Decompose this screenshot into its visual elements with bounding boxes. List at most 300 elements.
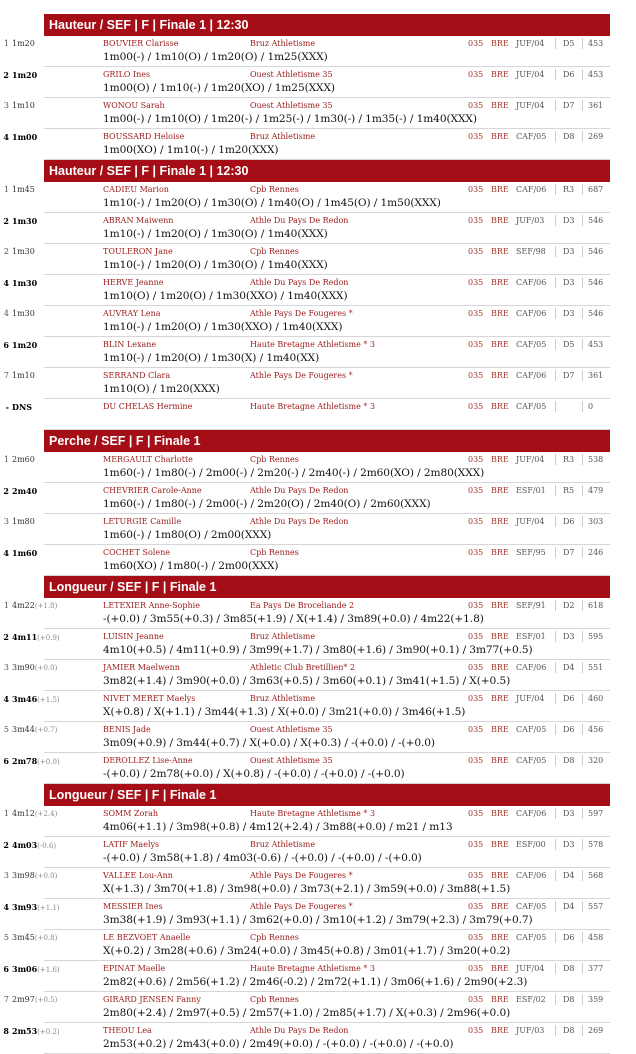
category: CAF/05 bbox=[516, 340, 547, 349]
department: 035 bbox=[468, 309, 484, 318]
region: BRE bbox=[491, 902, 509, 911]
athlete-name: LATIF Maelys bbox=[103, 840, 160, 849]
rank: 2 bbox=[3, 632, 9, 642]
rank-cell bbox=[0, 756, 60, 766]
result-row bbox=[3, 129, 610, 160]
performance: 1m20 bbox=[12, 39, 35, 48]
result-row bbox=[3, 722, 610, 753]
department: 035 bbox=[468, 371, 484, 380]
points: 361 bbox=[588, 101, 604, 110]
column-divider bbox=[555, 693, 556, 704]
club-name: Ouest Athletisme 35 bbox=[250, 101, 333, 110]
result-row bbox=[3, 368, 610, 399]
column-divider bbox=[582, 215, 583, 226]
result-row bbox=[3, 275, 610, 306]
category: JUF/04 bbox=[516, 101, 545, 110]
region: BRE bbox=[491, 517, 509, 526]
rank: - bbox=[5, 402, 9, 412]
performance: 3m44 bbox=[12, 725, 35, 734]
athlete-name: GIRARD JENSEN Fanny bbox=[103, 995, 201, 1004]
department: 035 bbox=[468, 402, 484, 411]
event-section-hauteur-2 bbox=[3, 160, 610, 430]
rank: 4 bbox=[3, 902, 9, 912]
performance: 1m30 bbox=[12, 247, 35, 256]
rank-cell bbox=[0, 278, 48, 288]
club-name: Athle Du Pays De Redon bbox=[250, 1026, 349, 1035]
column-divider bbox=[555, 401, 556, 412]
wind: (-0.6) bbox=[37, 842, 57, 850]
attempts-series: 1m60(-) / 1m80(O) / 2m00(XXX) bbox=[103, 529, 272, 541]
performance: 1m10 bbox=[12, 101, 35, 110]
column-divider bbox=[555, 755, 556, 766]
rank: 3 bbox=[3, 663, 9, 672]
points: 453 bbox=[588, 39, 604, 48]
region: BRE bbox=[491, 39, 509, 48]
rank: 6 bbox=[3, 756, 9, 766]
attempts-series: 3m09(+0.9) / 3m44(+0.7) / X(+0.0) / X(+0.3) / -(+0.0) / -(+0.0) bbox=[103, 737, 435, 749]
category: CAF/05 bbox=[516, 756, 547, 765]
performance: 4m22 bbox=[12, 601, 35, 610]
result-row bbox=[3, 483, 610, 514]
athlete-name: SOMM Zorah bbox=[103, 809, 159, 818]
category: CAF/06 bbox=[516, 278, 547, 287]
department: 035 bbox=[468, 132, 484, 141]
attempts-series: 1m10(-) / 1m20(O) / 1m30(O) / 1m40(XXX) bbox=[103, 228, 328, 240]
event-header: Hauteur / SEF | F | Finale 1 | 12:30 bbox=[44, 14, 610, 36]
column-divider bbox=[582, 870, 583, 881]
level: D6 bbox=[563, 517, 575, 526]
column-divider bbox=[582, 839, 583, 850]
rank: 2 bbox=[3, 840, 9, 850]
rank: 2 bbox=[3, 70, 9, 80]
column-divider bbox=[555, 547, 556, 558]
region: BRE bbox=[491, 340, 509, 349]
column-divider bbox=[582, 547, 583, 558]
attempts-series: 2m80(+2.4) / 2m97(+0.5) / 2m57(+1.0) / 2m85(+1.7) / X(+0.3) / 2m96(+0.0) bbox=[103, 1007, 511, 1019]
attempts-series: 1m00(-) / 1m10(O) / 1m20(O) / 1m25(XXX) bbox=[103, 51, 328, 63]
column-divider bbox=[555, 246, 556, 257]
level: D5 bbox=[563, 39, 575, 48]
points: 361 bbox=[588, 371, 604, 380]
result-row bbox=[3, 36, 610, 67]
column-divider bbox=[555, 870, 556, 881]
result-row bbox=[3, 306, 610, 337]
event-section-longueur-1 bbox=[3, 576, 610, 784]
attempts-series: 1m10(-) / 1m20(O) / 1m30(XXO) / 1m40(XXX) bbox=[103, 321, 343, 333]
column-divider bbox=[555, 1025, 556, 1036]
department: 035 bbox=[468, 663, 484, 672]
category: SEF/91 bbox=[516, 601, 546, 610]
club-name: Athle Du Pays De Redon bbox=[250, 278, 349, 287]
column-divider bbox=[582, 932, 583, 943]
club-name: Bruz Athletisme bbox=[250, 840, 316, 849]
region: BRE bbox=[491, 216, 509, 225]
rank-cell bbox=[0, 632, 60, 642]
attempts-series: X(+0.8) / X(+1.1) / 3m44(+1.3) / X(+0.0) / 3m21(+0.0) / 3m46(+1.5) bbox=[103, 706, 466, 718]
club-name: Bruz Athletisme bbox=[250, 132, 316, 141]
level: D2 bbox=[563, 601, 575, 610]
level: D8 bbox=[563, 1026, 575, 1035]
points: 458 bbox=[588, 933, 604, 942]
attempts-series: 1m10(-) / 1m20(O) / 1m30(O) / 1m40(XXX) bbox=[103, 259, 328, 271]
points: 246 bbox=[588, 548, 604, 557]
performance: 1m20 bbox=[12, 70, 38, 80]
region: BRE bbox=[491, 548, 509, 557]
points: 456 bbox=[588, 725, 604, 734]
rank: 4 bbox=[3, 132, 9, 142]
attempts-series: 1m00(-) / 1m10(O) / 1m20(-) / 1m25(-) / 1m30(-) / 1m35(-) / 1m40(XXX) bbox=[103, 113, 477, 125]
performance: 4m11 bbox=[12, 632, 38, 642]
performance: 1m45 bbox=[12, 185, 35, 194]
column-divider bbox=[555, 724, 556, 735]
points: 618 bbox=[588, 601, 604, 610]
column-divider bbox=[555, 184, 556, 195]
performance: 1m30 bbox=[12, 278, 38, 288]
rank: 1 bbox=[3, 809, 9, 818]
wind: (+0.2) bbox=[37, 1028, 60, 1036]
points: 453 bbox=[588, 340, 604, 349]
category: ESF/01 bbox=[516, 632, 546, 641]
rank-cell bbox=[0, 964, 60, 974]
club-name: Cpb Rennes bbox=[250, 933, 299, 942]
athlete-name: BLIN Lexane bbox=[103, 340, 157, 349]
department: 035 bbox=[468, 247, 484, 256]
department: 035 bbox=[468, 278, 484, 287]
attempts-series: 4m06(+1.1) / 3m98(+0.8) / 4m12(+2.4) / 3m88(+0.0) / m21 / m13 bbox=[103, 821, 453, 833]
rank-cell bbox=[0, 933, 58, 942]
column-divider bbox=[555, 631, 556, 642]
points: 377 bbox=[588, 964, 604, 973]
category: CAF/06 bbox=[516, 185, 547, 194]
column-divider bbox=[555, 963, 556, 974]
column-divider bbox=[555, 215, 556, 226]
category: SEF/98 bbox=[516, 247, 546, 256]
rank: 3 bbox=[3, 101, 9, 110]
top-margin bbox=[0, 0, 636, 14]
column-divider bbox=[582, 994, 583, 1005]
department: 035 bbox=[468, 1026, 484, 1035]
result-row bbox=[3, 806, 610, 837]
result-row bbox=[3, 691, 610, 722]
department: 035 bbox=[468, 756, 484, 765]
column-divider bbox=[555, 839, 556, 850]
performance: 1m30 bbox=[12, 216, 38, 226]
column-divider bbox=[555, 600, 556, 611]
column-divider bbox=[555, 662, 556, 673]
category: CAF/05 bbox=[516, 902, 547, 911]
level: D4 bbox=[563, 663, 575, 672]
category: JUF/04 bbox=[516, 694, 545, 703]
column-divider bbox=[582, 808, 583, 819]
category: CAF/06 bbox=[516, 809, 547, 818]
attempts-series: 1m60(-) / 1m80(-) / 2m00(-) / 2m20(O) / 2m40(O) / 2m60(XXX) bbox=[103, 498, 431, 510]
club-name: Cpb Rennes bbox=[250, 995, 299, 1004]
region: BRE bbox=[491, 101, 509, 110]
athlete-name: LETURGIE Camille bbox=[103, 517, 182, 526]
result-row bbox=[3, 598, 610, 629]
rank: 2 bbox=[3, 486, 9, 496]
attempts-series: 1m10(O) / 1m20(XXX) bbox=[103, 383, 220, 395]
region: BRE bbox=[491, 371, 509, 380]
points: 578 bbox=[588, 840, 604, 849]
category: ESF/02 bbox=[516, 995, 546, 1004]
category: CAF/05 bbox=[516, 933, 547, 942]
category: CAF/05 bbox=[516, 402, 547, 411]
column-divider bbox=[582, 339, 583, 350]
rank: 2 bbox=[3, 216, 9, 226]
column-divider bbox=[582, 662, 583, 673]
column-divider bbox=[582, 454, 583, 465]
region: BRE bbox=[491, 247, 509, 256]
category: ESF/00 bbox=[516, 840, 546, 849]
department: 035 bbox=[468, 694, 484, 703]
column-divider bbox=[582, 963, 583, 974]
wind: (+0.5) bbox=[34, 996, 58, 1004]
performance: 1m10 bbox=[12, 371, 35, 380]
rank-cell bbox=[0, 601, 58, 610]
points: 0 bbox=[588, 402, 594, 411]
category: CAF/06 bbox=[516, 663, 547, 672]
performance: 2m53 bbox=[12, 1026, 38, 1036]
category: JUF/03 bbox=[516, 216, 545, 225]
club-name: Bruz Athletisme bbox=[250, 694, 316, 703]
department: 035 bbox=[468, 517, 484, 526]
level: R3 bbox=[563, 185, 575, 194]
club-name: Bruz Athletisme bbox=[250, 39, 316, 48]
points: 551 bbox=[588, 663, 604, 672]
points: 269 bbox=[588, 1026, 604, 1035]
result-row bbox=[3, 868, 610, 899]
department: 035 bbox=[468, 840, 484, 849]
column-divider bbox=[582, 1025, 583, 1036]
rank-cell bbox=[0, 185, 48, 194]
club-name: Cpb Rennes bbox=[250, 455, 299, 464]
attempts-series: 1m00(O) / 1m10(-) / 1m20(XO) / 1m25(XXX) bbox=[103, 82, 335, 94]
result-row bbox=[3, 629, 610, 660]
rank-cell bbox=[0, 486, 48, 496]
athlete-name: SERRAND Clara bbox=[103, 371, 171, 380]
attempts-series: -(+0.0) / 3m55(+0.3) / 3m85(+1.9) / X(+1.4) / 3m89(+0.0) / 4m22(+1.8) bbox=[103, 613, 484, 625]
column-divider bbox=[582, 370, 583, 381]
column-divider bbox=[555, 370, 556, 381]
result-row bbox=[3, 961, 610, 992]
performance: 2m78 bbox=[12, 756, 38, 766]
region: BRE bbox=[491, 278, 509, 287]
result-row bbox=[3, 545, 610, 576]
attempts-series: -(+0.0) / 2m78(+0.0) / X(+0.8) / -(+0.0) / -(+0.0) / -(+0.0) bbox=[103, 768, 405, 780]
level: D7 bbox=[563, 548, 575, 557]
athlete-name: NIVET MERET Maelys bbox=[103, 694, 196, 703]
region: BRE bbox=[491, 309, 509, 318]
performance: 3m90 bbox=[12, 663, 35, 672]
level: R5 bbox=[563, 486, 575, 495]
event-header: Longueur / SEF | F | Finale 1 bbox=[44, 784, 610, 806]
category: JUF/04 bbox=[516, 455, 545, 464]
department: 035 bbox=[468, 601, 484, 610]
attempts-series: 1m00(XO) / 1m10(-) / 1m20(XXX) bbox=[103, 144, 279, 156]
wind: (+0.0) bbox=[34, 664, 58, 672]
performance: 3m46 bbox=[12, 694, 38, 704]
wind: (+1.5) bbox=[37, 696, 60, 704]
department: 035 bbox=[468, 964, 484, 973]
region: BRE bbox=[491, 871, 509, 880]
athlete-name: THEOU Lea bbox=[103, 1026, 152, 1035]
column-divider bbox=[555, 808, 556, 819]
club-name: Athle Pays De Fougeres * bbox=[250, 309, 353, 318]
athlete-name: EPINAT Maelle bbox=[103, 964, 166, 973]
rank-cell bbox=[0, 725, 58, 734]
results-sections bbox=[0, 14, 636, 1054]
rank: 4 bbox=[3, 309, 9, 318]
rank-cell bbox=[0, 247, 48, 256]
level: D3 bbox=[563, 216, 575, 225]
department: 035 bbox=[468, 216, 484, 225]
department: 035 bbox=[468, 455, 484, 464]
attempts-series: 3m82(+1.4) / 3m90(+0.0) / 3m63(+0.5) / 3m60(+0.1) / 3m41(+1.5) / X(+0.5) bbox=[103, 675, 511, 687]
column-divider bbox=[555, 339, 556, 350]
club-name: Bruz Athletisme bbox=[250, 632, 316, 641]
level: D6 bbox=[563, 725, 575, 734]
department: 035 bbox=[468, 548, 484, 557]
rank-cell bbox=[0, 371, 48, 380]
wind: (+2.4) bbox=[34, 810, 58, 818]
points: 359 bbox=[588, 995, 604, 1004]
column-divider bbox=[555, 485, 556, 496]
column-divider bbox=[555, 277, 556, 288]
rank-cell bbox=[0, 216, 48, 226]
club-name: Ouest Athletisme 35 bbox=[250, 756, 333, 765]
club-name: Ea Pays De Broceliande 2 bbox=[250, 601, 355, 610]
department: 035 bbox=[468, 725, 484, 734]
level: D4 bbox=[563, 871, 575, 880]
attempts-series: X(+0.2) / 3m28(+0.6) / 3m24(+0.0) / 3m45(+0.8) / 3m01(+1.7) / 3m20(+0.2) bbox=[103, 945, 511, 957]
wind: (+0.7) bbox=[34, 726, 58, 734]
category: CAF/06 bbox=[516, 871, 547, 880]
result-row bbox=[3, 244, 610, 275]
event-section-hauteur-1 bbox=[3, 14, 610, 160]
athlete-name: CHEVRIER Carole-Anne bbox=[103, 486, 202, 495]
column-divider bbox=[582, 600, 583, 611]
level: D3 bbox=[563, 840, 575, 849]
rank-cell bbox=[0, 309, 48, 318]
region: BRE bbox=[491, 933, 509, 942]
level: D3 bbox=[563, 809, 575, 818]
category: JUF/04 bbox=[516, 964, 545, 973]
points: 460 bbox=[588, 694, 604, 703]
department: 035 bbox=[468, 486, 484, 495]
rank: 1 bbox=[3, 39, 9, 48]
rank-cell bbox=[0, 402, 48, 412]
column-divider bbox=[555, 516, 556, 527]
rank: 7 bbox=[3, 995, 9, 1004]
wind: (+1.1) bbox=[37, 904, 60, 912]
rank: 3 bbox=[3, 517, 9, 526]
region: BRE bbox=[491, 995, 509, 1004]
athlete-name: JAMIER Maelwenn bbox=[103, 663, 180, 672]
club-name: Athletic Club Bretillien* 2 bbox=[250, 663, 355, 672]
level: D7 bbox=[563, 371, 575, 380]
points: 687 bbox=[588, 185, 604, 194]
column-divider bbox=[582, 401, 583, 412]
region: BRE bbox=[491, 132, 509, 141]
athlete-name: VALLEE Lou-Ann bbox=[103, 871, 173, 880]
rank-cell bbox=[0, 101, 48, 110]
rank-cell bbox=[0, 1026, 60, 1036]
rank: 1 bbox=[3, 601, 9, 610]
rank: 1 bbox=[3, 185, 9, 194]
wind: (+1.8) bbox=[34, 602, 58, 610]
event-section-perche bbox=[3, 430, 610, 576]
department: 035 bbox=[468, 632, 484, 641]
result-row bbox=[3, 992, 610, 1023]
rank-cell bbox=[0, 840, 57, 850]
performance: 2m40 bbox=[12, 486, 38, 496]
attempts-series: 2m53(+0.2) / 2m43(+0.0) / 2m49(+0.0) / -(+0.0) / -(+0.0) / -(+0.0) bbox=[103, 1038, 454, 1050]
department: 035 bbox=[468, 101, 484, 110]
athlete-name: LE BEZVOET Anaelle bbox=[103, 933, 191, 942]
attempts-series: X(+1.3) / 3m70(+1.8) / 3m98(+0.0) / 3m73(+2.1) / 3m59(+0.0) / 3m88(+1.5) bbox=[103, 883, 511, 895]
performance: 1m20 bbox=[12, 340, 38, 350]
result-row bbox=[3, 337, 610, 368]
category: JUF/04 bbox=[516, 39, 545, 48]
level: D8 bbox=[563, 995, 575, 1004]
department: 035 bbox=[468, 70, 484, 79]
rank: 5 bbox=[3, 933, 9, 942]
level: D6 bbox=[563, 694, 575, 703]
wind: (+0.9) bbox=[37, 634, 60, 642]
attempts-series: -(+0.0) / 3m58(+1.8) / 4m03(-0.6) / -(+0.0) / -(+0.0) / -(+0.0) bbox=[103, 852, 422, 864]
rank-cell bbox=[0, 70, 48, 80]
rank: 4 bbox=[3, 278, 9, 288]
athlete-name: COCHET Solene bbox=[103, 548, 170, 557]
points: 597 bbox=[588, 809, 604, 818]
athlete-name: BENIS Jade bbox=[103, 725, 151, 734]
rank: 6 bbox=[3, 964, 9, 974]
performance: 1m00 bbox=[12, 132, 38, 142]
athlete-name: BOUVIER Clarisse bbox=[103, 39, 179, 48]
attempts-series: 1m10(-) / 1m20(O) / 1m30(X) / 1m40(XX) bbox=[103, 352, 320, 364]
rank-cell bbox=[0, 132, 48, 142]
rank: 5 bbox=[3, 725, 9, 734]
club-name: Cpb Rennes bbox=[250, 185, 299, 194]
club-name: Athle Pays De Fougeres * bbox=[250, 371, 353, 380]
column-divider bbox=[555, 454, 556, 465]
level: R3 bbox=[563, 455, 575, 464]
column-divider bbox=[555, 38, 556, 49]
department: 035 bbox=[468, 39, 484, 48]
region: BRE bbox=[491, 756, 509, 765]
department: 035 bbox=[468, 185, 484, 194]
column-divider bbox=[582, 38, 583, 49]
level: D3 bbox=[563, 309, 575, 318]
region: BRE bbox=[491, 694, 509, 703]
result-row bbox=[3, 182, 610, 213]
rank-cell bbox=[0, 340, 48, 350]
wind: (+0.0) bbox=[37, 758, 60, 766]
performance: 3m45 bbox=[12, 933, 35, 942]
points: 453 bbox=[588, 70, 604, 79]
attempts-series: 1m60(-) / 1m80(-) / 2m00(-) / 2m20(-) / 2m40(-) / 2m60(XO) / 2m80(XXX) bbox=[103, 467, 485, 479]
athlete-name: LUISIN Jeanne bbox=[103, 632, 164, 641]
column-divider bbox=[582, 693, 583, 704]
points: 546 bbox=[588, 247, 604, 256]
result-row bbox=[3, 514, 610, 545]
rank-cell bbox=[0, 809, 58, 818]
result-row bbox=[3, 98, 610, 129]
points: 538 bbox=[588, 455, 604, 464]
rank-cell bbox=[0, 517, 48, 526]
rank-cell bbox=[0, 455, 48, 464]
